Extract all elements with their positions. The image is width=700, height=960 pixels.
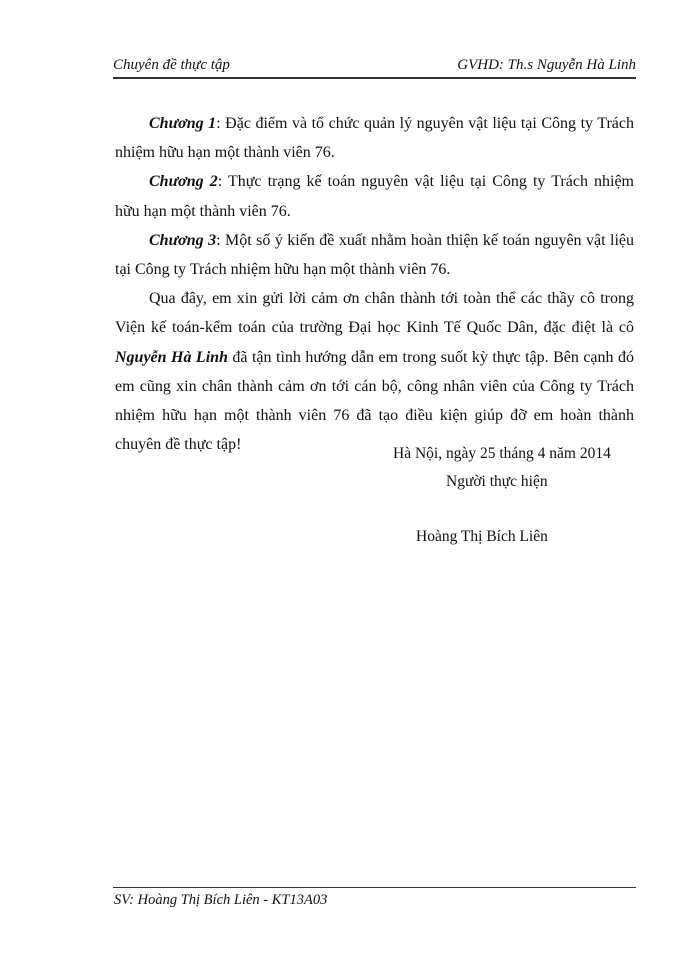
header-left-title: Chuyên đề thực tập [113, 57, 230, 73]
document-body [115, 109, 634, 459]
advisor-name: Nguyễn Hà Linh [115, 348, 228, 366]
footer-divider [113, 887, 636, 888]
header-right-advisor: GVHD: Th.s Nguyễn Hà Linh [457, 57, 636, 73]
signature-name: Hoàng Thị Bích Liên [416, 528, 548, 545]
chapter-3-label: Chương 3 [149, 231, 217, 249]
thanks-paragraph [115, 284, 634, 459]
chapter-1-label: Chương 1 [149, 115, 217, 132]
page-header [113, 52, 636, 79]
chapter-1-paragraph [115, 109, 634, 167]
thanks-text-before: Qua đây, em xin gửi lời cảm ơn chân thành tới toàn thể các thầy cô trong Viện kế toán-kểm toán của trường Đại học Kinh Tế Quốc Dân, đặc điệt là cô [115, 290, 634, 337]
chapter-3-paragraph [115, 226, 634, 284]
chapter-3-text: : Một số ý kiến đề xuất nhằm hoàn thiện kế toán nguyên vật liệu tại Công ty Trách nhiệm hữu hạn một thành viên 76. [115, 231, 635, 279]
chapter-2-label: Chương 2 [149, 173, 218, 191]
chapter-2-paragraph [115, 167, 634, 225]
signature-role: Người thực hiện [446, 473, 548, 490]
chapter-1-text: : Đặc điểm và tổ chức quản lý nguyên vật liệu tại Công ty Trách nhiệm hữu hạn một thành viên 76. [115, 115, 635, 162]
page-footer: SV: Hoàng Thị Bích Liên - KT13A03 [114, 892, 328, 908]
thanks-text-after: đã tận tình hướng dẫn em trong suốt kỳ thực tập. Bên cạnh đó em cũng xin chân thành cảm ơn tới cán bộ, công nhân viên của Công ty Trách nhiệm hữu hạn một thành viên 76 đã tạo điều kiện giúp đỡ em hoàn thành chuyên đề thực tập! [115, 348, 634, 454]
signature-date: Hà Nội, ngày 25 tháng 4 năm 2014 [393, 445, 611, 462]
chapter-2-text: : Thực trạng kế toán nguyên vật liệu tại Công ty Trách nhiệm hữu hạn một thành viên 76. [115, 173, 635, 220]
